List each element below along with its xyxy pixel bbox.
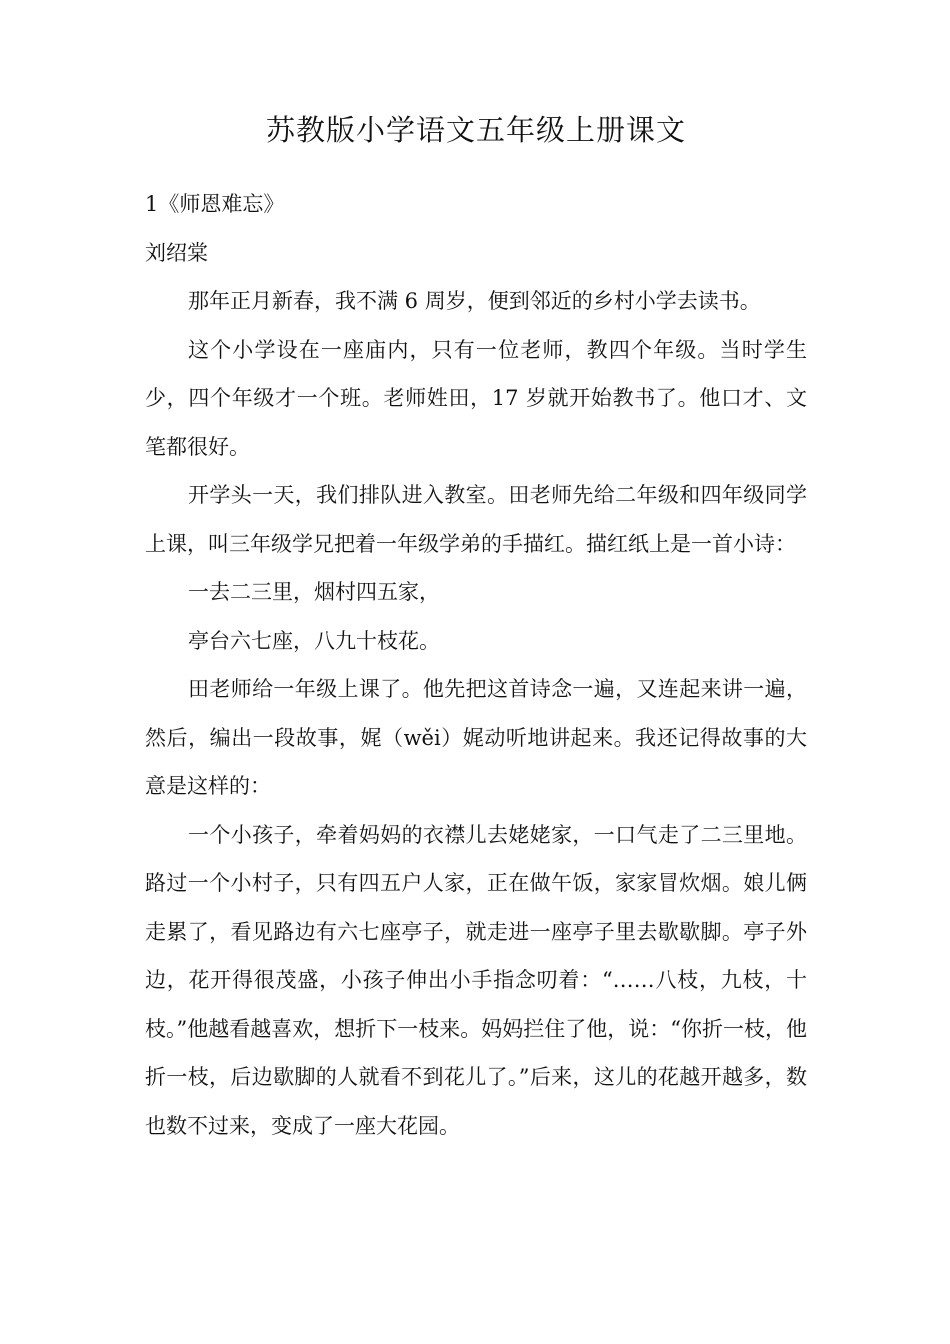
document-title: 苏教版小学语文五年级上册课文 bbox=[265, 113, 686, 147]
lesson-heading: 1《师恩难忘》 bbox=[145, 192, 285, 216]
document-page bbox=[145, 108, 807, 1150]
paragraph-1: 那年正月新春，我不满 6 周岁，便到邻近的乡村小学去读书。 bbox=[188, 289, 761, 313]
poem-line-2: 亭台六七座，八九十枝花。 bbox=[188, 628, 440, 653]
author-name: 刘绍棠 bbox=[145, 240, 208, 265]
paragraph-2: 这个小学设在一座庙内，只有一位老师，教四个年级。当时学生少，四个年级才一个班。老师姓田，17 岁就开始教书了。他口才、文笔都很好。 bbox=[145, 337, 807, 459]
paragraph-5: 一个小孩子，牵着妈妈的衣襟儿去姥姥家，一口气走了二三里地。路过一个小村子，只有四五户人家，正在做午饭，家家冒炊烟。娘儿俩走累了，看见路边有六七座亭子，就走进一座亭子里去歇歇脚。亭子外边，花开得很茂盛，小孩子伸出小手指念叨着：“……八枝，九枝，十枝。”他越看越喜欢，想折下一枝来。妈妈拦住了他，说：“你折一枝，他折一枝，后边歇脚的人就看不到花儿了。”后来，这儿的花越开越多，数也数不过来，变成了一座大花园。 bbox=[145, 822, 807, 1138]
paragraph-4: 田老师给一年级上课了。他先把这首诗念一遍，又连起来讲一遍，然后，编出一段故事，娓（wěi）娓动听地讲起来。我还记得故事的大意是这样的： bbox=[145, 677, 807, 798]
poem-line-1: 一去二三里，烟村四五家， bbox=[188, 580, 440, 604]
paragraph-3: 开学头一天，我们排队进入教室。田老师先给二年级和四年级同学上课，叫三年级学兄把着一年级学弟的手描红。描红纸上是一首小诗： bbox=[145, 483, 807, 556]
